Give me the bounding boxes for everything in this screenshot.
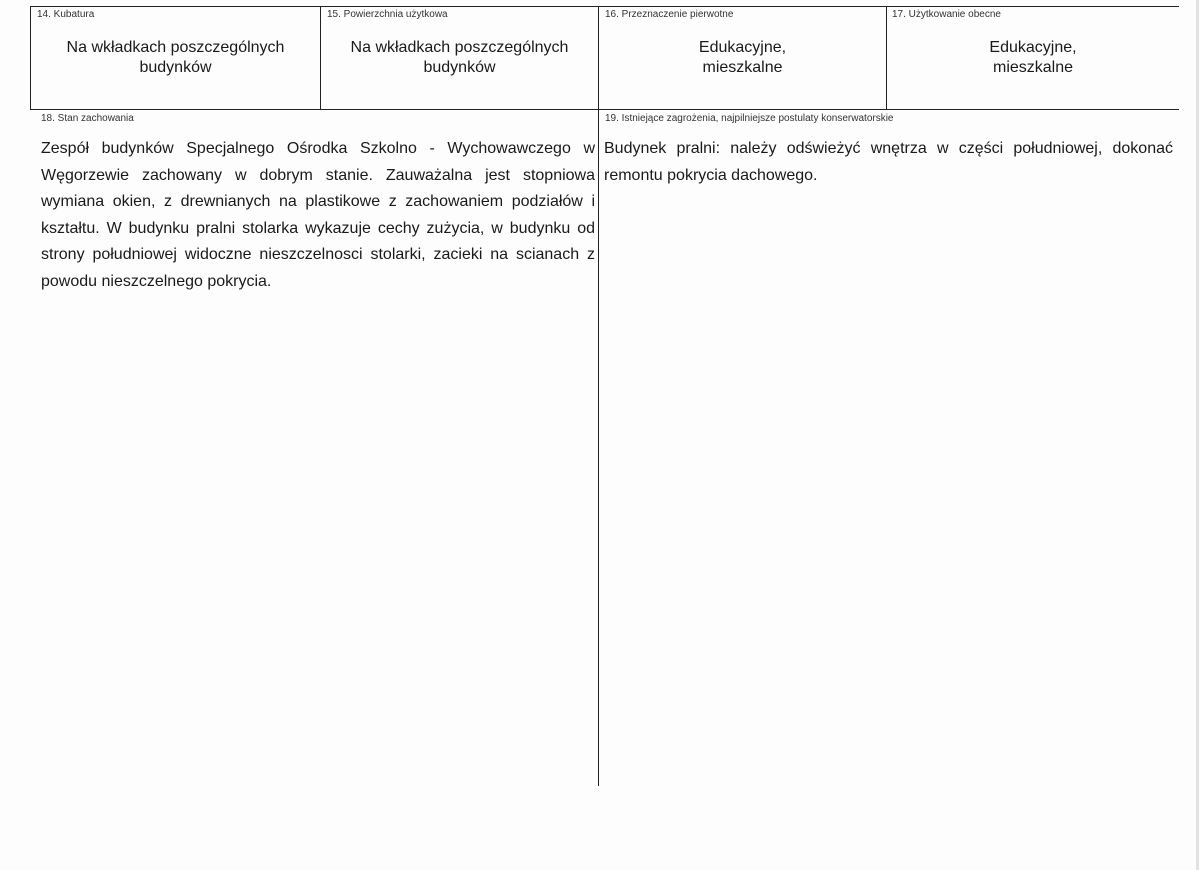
zagrozenia-label: 19. Istniejące zagrożenia, najpilniejsze postulaty konserwatorskie: [605, 113, 894, 124]
kubatura-label: 14. Kubatura: [37, 9, 95, 20]
powierzchnia-value-line2: budynków: [423, 59, 496, 76]
stan-zachowania-label: 18. Stan zachowania: [41, 113, 134, 124]
przeznaczenie-label: 16. Przeznaczenie pierwotne: [605, 9, 734, 20]
column-divider-2: [598, 6, 599, 786]
table-top-border: [30, 6, 1179, 7]
powierzchnia-label: 15. Powierzchnia użytkowa: [327, 9, 448, 20]
kubatura-value: [31, 38, 320, 78]
przeznaczenie-value-line1: Edukacyjne,: [698, 39, 787, 56]
przeznaczenie-value-line2: mieszkalne: [702, 59, 783, 76]
przeznaczenie-value: [599, 38, 886, 78]
uzytkowanie-value-line2: mieszkalne: [992, 59, 1074, 76]
uzytkowanie-label: 17. Użytkowanie obecne: [892, 9, 1001, 20]
stan-zachowania-text: Zespół budynków Specjalnego Ośrodka Szkolno - Wychowawczego w Węgorzewie zachowany w dobrym stanie. Zauważalna jest stopniowa wymiana okien, z drewnianych na plastikowe z zachowaniem podziałów i kształtu. W budynku pralni stolarka wykazuje cechy zużycia, w budynku od strony południowej widoczne nieszczelnosci stolarki, zacieki na scianach z powodu nieszczelnego pokrycia.: [41, 140, 595, 290]
uzytkowanie-value: [887, 38, 1179, 78]
powierzchnia-value-line1: Na wkładkach poszczególnych: [350, 39, 569, 56]
powierzchnia-value: [321, 38, 598, 78]
zagrozenia-text: Budynek pralni: należy odświeżyć wnętrza w części południowej, dokonać remontu pokrycia dachowego.: [604, 140, 1173, 184]
uzytkowanie-value-line1: Edukacyjne,: [989, 39, 1077, 56]
kubatura-value-line2: budynków: [139, 59, 212, 76]
kubatura-value-line1: Na wkładkach poszczególnych: [66, 39, 285, 56]
row-divider: [30, 109, 1179, 110]
